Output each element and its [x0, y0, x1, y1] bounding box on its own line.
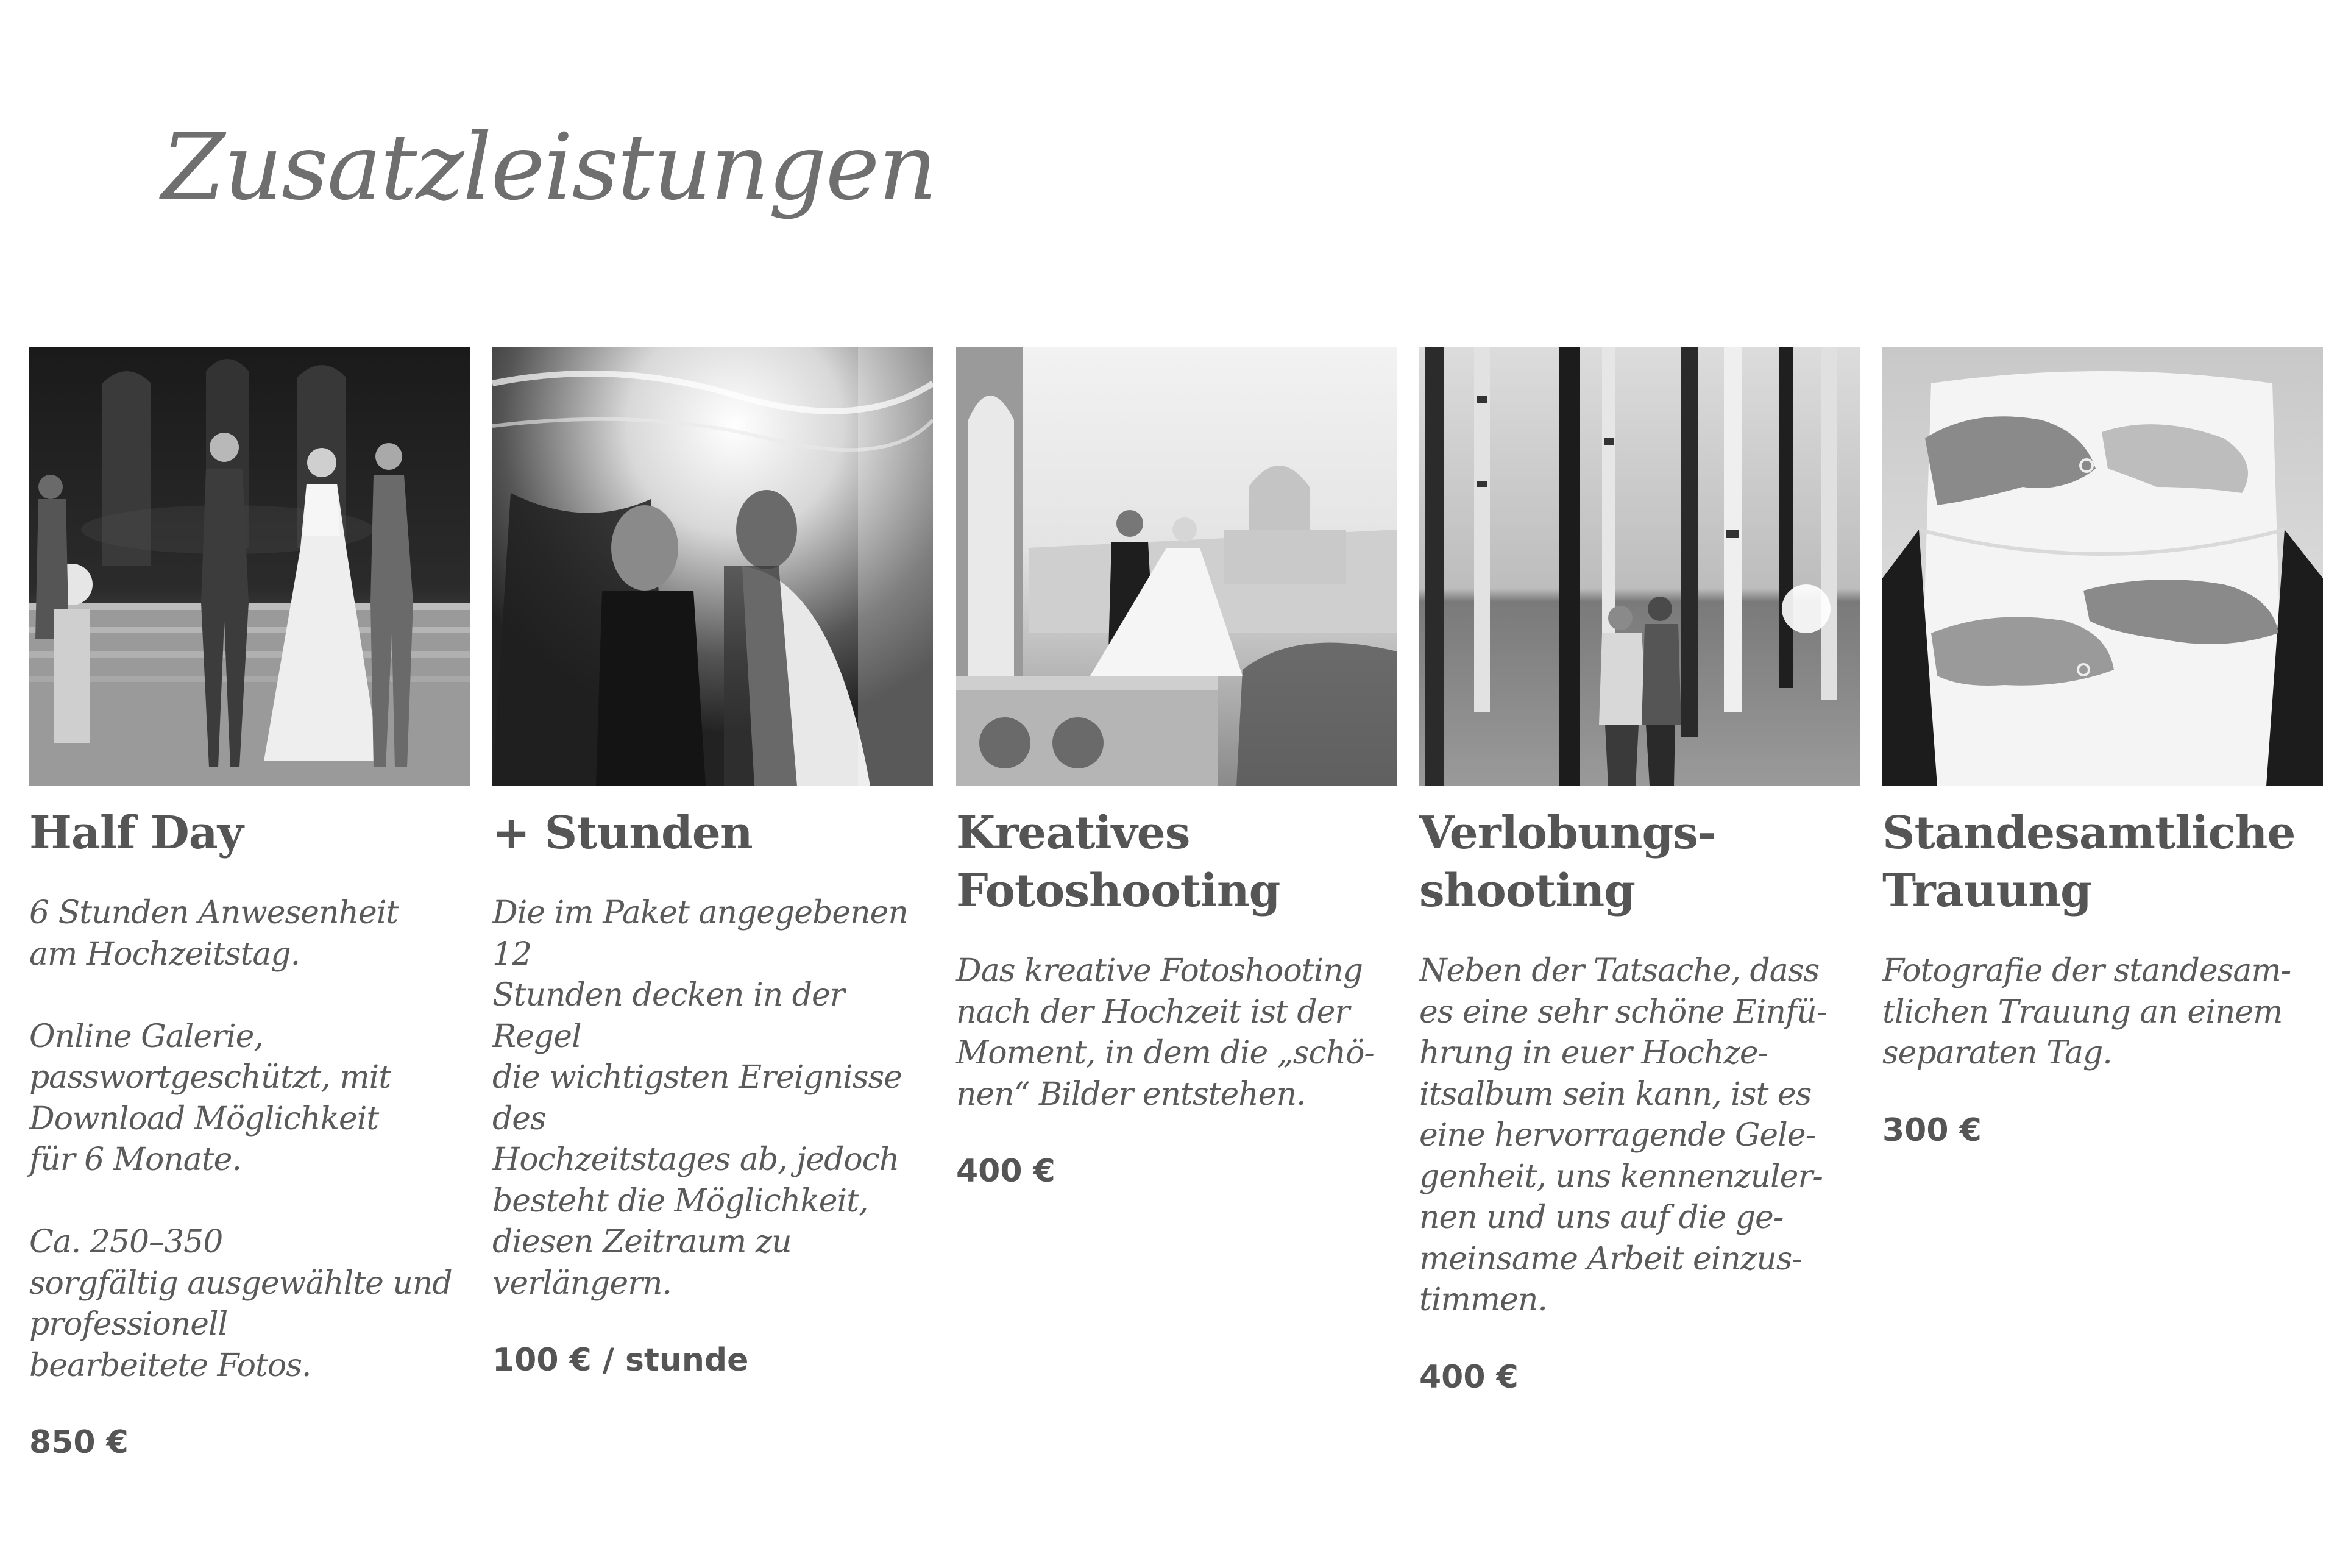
card-title: Half Day — [29, 807, 243, 859]
card-description: Fotografie der standesam- tlichen Trauung an einem separaten Tag. — [1882, 953, 2291, 1071]
card-photo — [1419, 347, 1860, 786]
card-description: Die im Paket angegebenen 12 Stunden decken in der Regel die wichtigsten Ereignisse des Hochzeitstages ab, jedoch besteht die Möglichkeit, diesen Zeitraum zu verlängern. — [492, 895, 908, 1302]
service-card-engagement-shoot — [1419, 347, 1860, 1396]
card-title: Verlobungs- shooting — [1419, 807, 1716, 917]
card-price: 300 € — [1882, 1112, 1982, 1149]
card-photo — [956, 347, 1397, 786]
card-title: + Stunden — [492, 807, 753, 859]
card-price: 850 € — [29, 1424, 129, 1461]
card-title: Kreatives Fotoshooting — [956, 807, 1280, 917]
service-card-civil-ceremony — [1882, 347, 2323, 1149]
card-photo — [1882, 347, 2323, 786]
card-photo — [492, 347, 933, 786]
card-description: Neben der Tatsache, dass es eine sehr schöne Einfü- hrung in euer Hochze- itsalbum sein kann, ist es eine hervorragende Gele- genheit, uns kennenzuler- nen und uns auf die ge- meinsame Arbeit einzus- timmen. — [1419, 953, 1827, 1318]
service-card-half-day — [29, 347, 470, 1461]
card-description: Das kreative Fotoshooting nach der Hochzeit ist der Moment, in dem die „schö- nen“ Bilder entstehen. — [956, 953, 1374, 1113]
card-price: 400 € — [1419, 1358, 1519, 1396]
service-card-creative-shoot — [956, 347, 1397, 1190]
service-card-extra-hours — [492, 347, 933, 1378]
card-photo — [29, 347, 470, 786]
card-price: 400 € — [956, 1153, 1055, 1190]
card-price: 100 € / stunde — [492, 1342, 749, 1378]
page-title: Zusatzleistungen — [161, 115, 937, 221]
card-title: Standesamtliche Trauung — [1882, 807, 2296, 917]
card-description: 6 Stunden Anwesenheit am Hochzeitstag. Online Galerie, passwortgeschützt, mit Download Möglichkeit für 6 Monate. Ca. 250–350 sorgfältig ausgewählte und professionell bearbeitete Fotos. — [29, 895, 452, 1384]
